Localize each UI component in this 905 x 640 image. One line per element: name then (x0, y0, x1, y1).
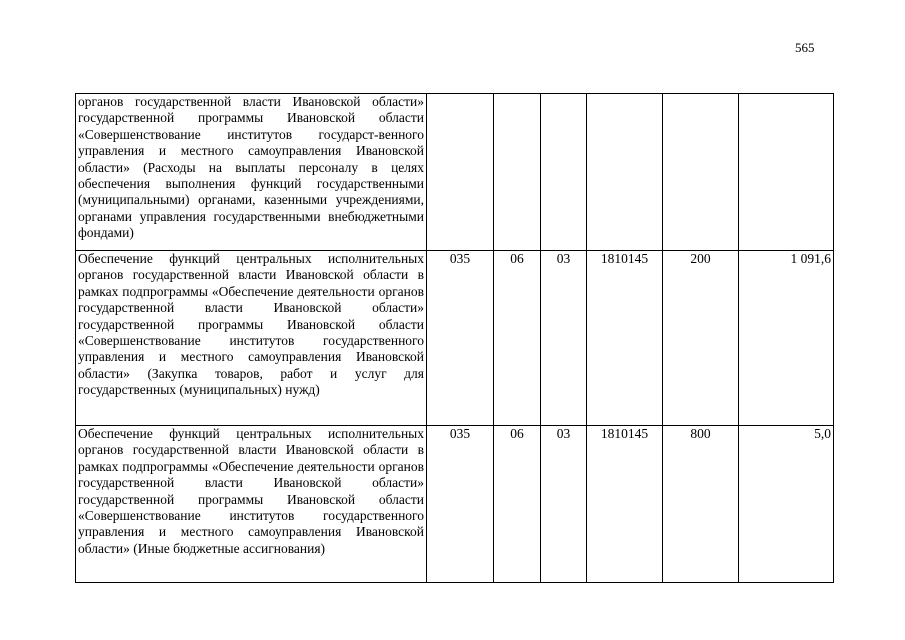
target-article-code: 1810145 (587, 426, 663, 583)
section-code: 06 (494, 251, 541, 426)
subsection-code: 03 (541, 251, 587, 426)
expense-type-code (663, 94, 739, 251)
expense-type-code: 200 (663, 251, 739, 426)
target-article-code: 1810145 (587, 251, 663, 426)
page-number: 565 (795, 40, 815, 55)
section-code (494, 94, 541, 251)
row-description: органов государственной власти Ивановской области» государственной программы Ивановской области «Совершенствование институтов государст-венного управления и местного самоуправления Ивановской области» (Расходы на выплаты персоналу в целях обеспечения выполнения функций государственными (муниципальными) органами, казенными учреждениями, органами управления государственными внебюджетными фондами) (76, 94, 427, 251)
row-description: Обеспечение функций центральных исполнительных органов государственной власти Ивановской области в рамках подпрограммы «Обеспечение деятельности органов государственной власти Ивановской области» государственной программы Ивановской области «Совершенствование институтов государственного управления и местного самоуправления Ивановской области» (Иные бюджетные ассигнования) (76, 426, 427, 583)
expense-type-code: 800 (663, 426, 739, 583)
amount-value (739, 94, 834, 251)
target-article-code (587, 94, 663, 251)
budget-table (75, 93, 834, 583)
table-row (76, 251, 834, 426)
subsection-code: 03 (541, 426, 587, 583)
ministry-code: 035 (427, 426, 494, 583)
ministry-code (427, 94, 494, 251)
subsection-code (541, 94, 587, 251)
table-row (76, 94, 834, 251)
section-code: 06 (494, 426, 541, 583)
ministry-code: 035 (427, 251, 494, 426)
amount-value: 1 091,6 (739, 251, 834, 426)
amount-value: 5,0 (739, 426, 834, 583)
row-description: Обеспечение функций центральных исполнительных органов государственной власти Ивановской области в рамках подпрограммы «Обеспечение деятельности органов государственной власти Ивановской области» государственной программы Ивановской области «Совершенствование институтов государственного управления и местного самоуправления Ивановской области» (Закупка товаров, работ и услуг для государственных (муниципальных) нужд) (76, 251, 427, 426)
table-row (76, 426, 834, 583)
